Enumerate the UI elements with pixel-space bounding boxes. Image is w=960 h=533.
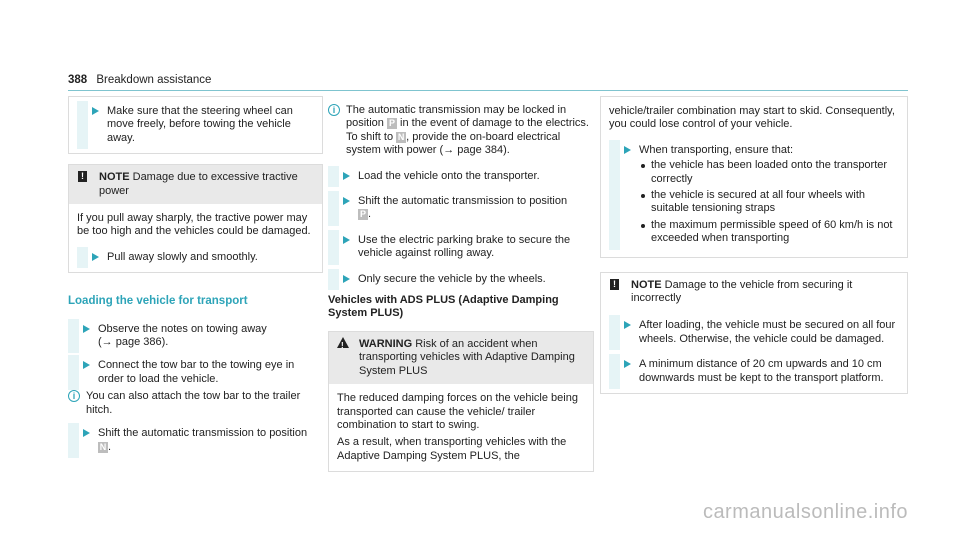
continuation-box bbox=[68, 96, 323, 154]
step-brake: Use the electric parking brake to secure the vehicle against rolling away. bbox=[328, 234, 594, 261]
step-shift-p: Shift the automatic transmission to position P . bbox=[328, 195, 594, 222]
info-icon: i bbox=[68, 390, 80, 402]
note-header: ! NOTE Damage to the vehicle from securing it incorrectly bbox=[601, 273, 907, 312]
step-observe: Observe the notes on towing away (→ page 386). bbox=[68, 323, 323, 350]
exclamation-icon: ! bbox=[78, 171, 87, 182]
arrow-icon bbox=[624, 360, 631, 368]
step-secure-wheels: Only secure the vehicle by the wheels. bbox=[328, 273, 594, 286]
arrow-icon bbox=[92, 107, 99, 115]
step-pull-away: Pull away slowly and smoothly. bbox=[77, 251, 314, 264]
warning-continuation: vehicle/trailer combination may start to skid. Consequently, you could lose control of your vehicle. When transporting, ensure that: the vehicle has been loaded onto the transporter correctly the vehicle is secured at all four wheels with suitable tensioning straps the maximum permissible speed of 60 km/h is not exceeded when transporting bbox=[600, 96, 908, 258]
header-rule bbox=[68, 90, 908, 91]
info-icon: i bbox=[328, 104, 340, 116]
warning-header: ! WARNING Risk of an accident when transporting vehicles with Adaptive Damping System PLUS bbox=[329, 332, 593, 384]
warning-icon: ! bbox=[337, 337, 349, 348]
warning-body: The reduced damping forces on the vehicle being transported can cause the vehicle/ trailer combination to start to swing. As a result, when transporting vehicles with the Adaptive Damping System PLUS, the bbox=[337, 392, 578, 462]
ads-heading: Vehicles with ADS PLUS (Adaptive Damping System PLUS) bbox=[328, 294, 559, 320]
step-min-distance: A minimum distance of 20 cm upwards and 10 cm downwards must be kept to the transport platform. bbox=[609, 358, 899, 385]
watermark: carmanualsonline.info bbox=[702, 500, 908, 523]
warning-box bbox=[328, 331, 594, 472]
section-heading: Loading the vehicle for transport bbox=[68, 295, 248, 308]
section-title: Breakdown assistance bbox=[96, 74, 212, 86]
page-link[interactable]: (→ page 386). bbox=[98, 336, 169, 349]
column-2 bbox=[328, 96, 594, 472]
column-1 bbox=[68, 96, 323, 454]
arrow-icon bbox=[83, 361, 90, 369]
arrow-icon bbox=[83, 325, 90, 333]
arrow-icon bbox=[624, 321, 631, 329]
step-connect: Connect the tow bar to the towing eye in order to load the vehicle. bbox=[68, 359, 323, 386]
arrow-icon bbox=[343, 236, 350, 244]
step-steering: Make sure that the steering wheel can move freely, before towing the vehicle away. bbox=[77, 105, 314, 145]
arrow-icon bbox=[83, 429, 90, 437]
gear-n-icon: N bbox=[99, 441, 107, 452]
gear-p-icon: P bbox=[388, 118, 395, 129]
step-shift-n: Shift the automatic transmission to position N . bbox=[68, 427, 323, 454]
exclamation-icon: ! bbox=[610, 279, 619, 290]
note-body: If you pull away sharply, the tractive power may be too high and the vehicles could be damaged. Pull away slowly and smoothly. bbox=[69, 204, 322, 272]
step-ensure: When transporting, ensure that: the vehicle has been loaded onto the transporter correctly the vehicle is secured at all four wheels with suitable tensioning straps the maximum permissible speed of 60 km/h is not exceeded when transporting bbox=[609, 144, 899, 246]
gear-p-icon: P bbox=[359, 209, 366, 220]
list-item: the maximum permissible speed of 60 km/h is not exceeded when transporting bbox=[651, 219, 899, 246]
note-header: ! NOTE Damage due to excessive tractive power bbox=[69, 165, 322, 204]
note-body bbox=[601, 311, 907, 393]
arrow-icon bbox=[343, 197, 350, 205]
loading-steps bbox=[68, 323, 323, 454]
column-3 bbox=[600, 96, 908, 394]
tip-attach: i You can also attach the tow bar to the trailer hitch. bbox=[68, 390, 323, 417]
page-number: 388 bbox=[68, 74, 88, 86]
arrow-icon bbox=[92, 253, 99, 261]
step-after-loading: After loading, the vehicle must be secured on all four wheels. Otherwise, the vehicle could be damaged. bbox=[609, 319, 899, 346]
list-item: the vehicle has been loaded onto the transporter correctly bbox=[651, 159, 899, 186]
gear-n-icon: N bbox=[397, 131, 405, 142]
tip-locked: i The automatic transmission may be locked in position P in the event of damage to the electrics. To shift to N , provide the on-board electrical system with power (→ page 384). bbox=[328, 104, 594, 158]
step-load: Load the vehicle onto the transporter. bbox=[328, 170, 594, 183]
arrow-icon bbox=[624, 146, 631, 154]
list-item: the vehicle is secured at all four wheels with suitable tensioning straps bbox=[651, 189, 899, 216]
arrow-icon bbox=[343, 172, 350, 180]
ensure-list bbox=[639, 159, 899, 245]
note-box-tractive bbox=[68, 164, 323, 273]
arrow-icon bbox=[343, 275, 350, 283]
note-box-securing bbox=[600, 272, 908, 394]
page-header bbox=[68, 74, 211, 87]
